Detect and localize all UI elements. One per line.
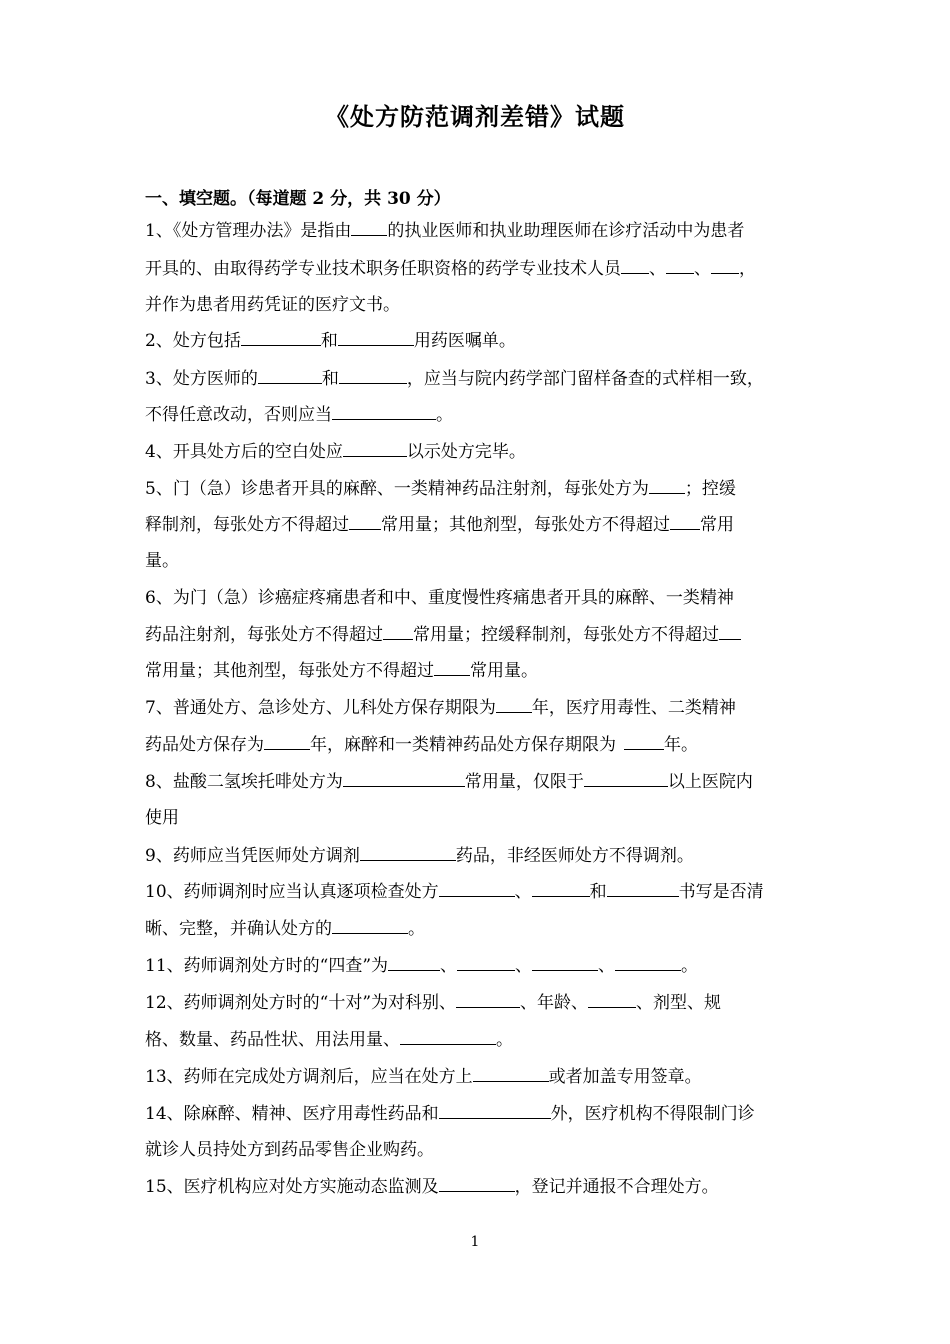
question-11: 11、药师调剂处方时的“四查”为 、 、 、 。	[145, 948, 807, 984]
answer-blank[interactable]	[649, 475, 685, 494]
answer-blank[interactable]	[241, 327, 321, 346]
question-5-line-3: 量。	[145, 551, 179, 571]
question-3-line-1: 3、处方医师的 和 ，应当与院内药学部门留样备查的式样相一致，	[145, 361, 807, 397]
answer-blank[interactable]	[456, 989, 520, 1008]
page-title: 《处方防范调剂差错》试题	[325, 102, 625, 131]
question-1-line-2: 开具的、由取得药学专业技术职务任职资格的药学专业技术人员 、 、 ，	[145, 251, 807, 287]
question-7-line-1: 7、普通处方、急诊处方、儿科处方保存期限为 年，医疗用毒性、二类精神	[145, 690, 807, 726]
answer-blank[interactable]	[360, 842, 456, 861]
answer-blank[interactable]	[624, 731, 664, 750]
answer-blank[interactable]	[473, 1063, 549, 1082]
section-heading: 一、填空题。（每道题 2 分，共 30 分）	[145, 189, 451, 209]
answer-blank[interactable]	[615, 952, 681, 971]
question-6-line-3: 常用量；其他剂型，每张处方不得超过 常用量。	[145, 653, 807, 689]
answer-blank[interactable]	[711, 255, 739, 274]
answer-blank[interactable]	[457, 952, 515, 971]
question-3-line-2: 不得任意改动，否则应当 。	[145, 397, 807, 433]
answer-blank[interactable]	[434, 657, 470, 676]
question-6-line-2: 药品注射剂，每张处方不得超过 常用量；控缓释制剂，每张处方不得超过	[145, 617, 807, 653]
question-5-line-2: 释制剂，每张处方不得超过 常用量；其他剂型，每张处方不得超过 常用	[145, 507, 807, 543]
answer-blank[interactable]	[388, 952, 440, 971]
answer-blank[interactable]	[670, 511, 700, 530]
answer-blank[interactable]	[383, 621, 413, 640]
question-6-line-1: 6、为门（急）诊癌症疼痛患者和中、重度慢性疼痛患者开具的麻醉、一类精神	[145, 588, 734, 608]
question-9: 9、药师应当凭医师处方调剂 药品，非经医师处方不得调剂。	[145, 838, 807, 874]
answer-blank[interactable]	[400, 1026, 496, 1045]
answer-blank[interactable]	[532, 952, 598, 971]
question-1-line-1: 1、《处方管理办法》是指由 的执业医师和执业助理医师在诊疗活动中为患者	[145, 213, 807, 249]
answer-blank[interactable]	[588, 989, 636, 1008]
question-10-line-1: 10、药师调剂时应当认真逐项检查处方 、 和 书写是否清	[145, 874, 807, 910]
question-14-line-1: 14、除麻醉、精神、医疗用毒性药品和 外，医疗机构不得限制门诊	[145, 1096, 807, 1132]
answer-blank[interactable]	[532, 878, 590, 897]
answer-blank[interactable]	[264, 731, 310, 750]
answer-blank[interactable]	[607, 878, 679, 897]
answer-blank[interactable]	[339, 365, 407, 384]
question-1-line-3: 并作为患者用药凭证的医疗文书。	[145, 295, 400, 315]
question-13: 13、药师在完成处方调剂后，应当在处方上 或者加盖专用签章。	[145, 1059, 807, 1095]
answer-blank[interactable]	[719, 621, 741, 640]
question-4: 4、开具处方后的空白处应 以示处方完毕。	[145, 434, 807, 470]
answer-blank[interactable]	[584, 768, 668, 787]
answer-blank[interactable]	[439, 1100, 551, 1119]
answer-blank[interactable]	[258, 365, 322, 384]
question-8-line-2: 使用	[145, 808, 179, 828]
answer-blank[interactable]	[343, 768, 465, 787]
answer-blank[interactable]	[439, 878, 515, 897]
answer-blank[interactable]	[338, 327, 414, 346]
question-5-line-1: 5、门（急）诊患者开具的麻醉、一类精神药品注射剂，每张处方为 ；控缓	[145, 471, 807, 507]
question-12-line-2: 格、数量、药品性状、用法用量、 。	[145, 1022, 807, 1058]
question-15: 15、医疗机构应对处方实施动态监测及 ，登记并通报不合理处方。	[145, 1169, 807, 1205]
answer-blank[interactable]	[343, 438, 407, 457]
answer-blank[interactable]	[496, 694, 532, 713]
answer-blank[interactable]	[351, 217, 387, 236]
answer-blank[interactable]	[332, 915, 408, 934]
question-2: 2、处方包括 和 用药医嘱单。	[145, 323, 807, 359]
answer-blank[interactable]	[666, 255, 694, 274]
question-14-line-2: 就诊人员持处方到药品零售企业购药。	[145, 1140, 434, 1160]
answer-blank[interactable]	[621, 255, 649, 274]
question-12-line-1: 12、药师调剂处方时的“十对”为对科别、 、年龄、 、剂型、规	[145, 985, 807, 1021]
page-number: 1	[470, 1234, 480, 1250]
answer-blank[interactable]	[439, 1173, 515, 1192]
answer-blank[interactable]	[349, 511, 381, 530]
question-10-line-2: 晰、完整，并确认处方的 。	[145, 911, 807, 947]
answer-blank[interactable]	[332, 401, 436, 420]
question-7-line-2: 药品处方保存为 年，麻醉和一类精神药品处方保存期限为 年。	[145, 727, 807, 763]
question-8-line-1: 8、盐酸二氢埃托啡处方为 常用量，仅限于 以上医院内	[145, 764, 807, 800]
